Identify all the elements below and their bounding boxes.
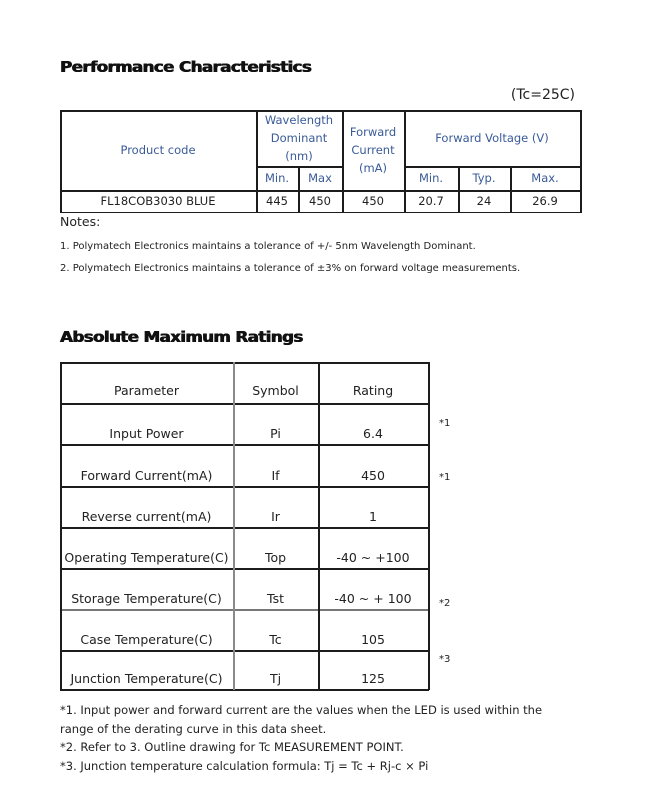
parameter-cell: Storage Temperature(C) — [71, 591, 222, 606]
product-code-cell: FL18COB3030 BLUE — [100, 194, 216, 208]
absolute-ratings-title: Absolute Maximum Ratings — [60, 328, 303, 346]
header-forward-current — [342, 110, 404, 190]
symbol-cell: Top — [264, 550, 287, 565]
footnote-item: *2. Refer to 3. Outline drawing for Tc MEASUREMENT POINT. — [60, 740, 404, 754]
notes-heading: Notes: — [60, 214, 101, 229]
header-voltage-typ: Typ. — [472, 171, 496, 185]
header-wavelength-line: Wavelength — [264, 113, 334, 127]
rating-cell: 6.4 — [363, 426, 383, 441]
header-wavelength-min: Min. — [264, 171, 290, 185]
header-symbol: Symbol — [252, 383, 299, 398]
note-item: 2. Polymatech Electronics maintains a tolerance of ±3% on forward voltage measurements. — [60, 263, 521, 274]
footnote-marker: *2 — [439, 598, 451, 609]
parameter-cell: Case Temperature(C) — [80, 632, 213, 647]
header-voltage-min: Min. — [418, 171, 444, 185]
parameter-cell: Junction Temperature(C) — [70, 671, 223, 686]
parameter-cell: Input Power — [109, 426, 184, 441]
header-forward-voltage: Forward Voltage (V) — [435, 131, 549, 145]
rating-cell: 125 — [361, 671, 385, 686]
parameter-cell: Operating Temperature(C) — [64, 550, 229, 565]
performance-title: Performance Characteristics — [60, 58, 312, 76]
parameter-cell: Reverse current(mA) — [81, 509, 212, 524]
footnote-item: range of the derating curve in this data sheet. — [60, 722, 327, 736]
rating-cell: 1 — [369, 509, 377, 524]
header-product-code: Product code — [120, 143, 196, 157]
header-forward-current-line: Current — [351, 143, 395, 157]
voltage-min-cell: 20.7 — [418, 194, 444, 208]
note-item: 1. Polymatech Electronics maintains a tolerance of +/- 5nm Wavelength Dominant. — [60, 241, 476, 252]
rating-cell: 105 — [361, 632, 385, 647]
header-wavelength-line: (nm) — [285, 149, 313, 163]
voltage-typ-cell: 24 — [476, 194, 492, 208]
symbol-cell: Tc — [269, 632, 282, 647]
footnote-item: *3. Junction temperature calculation formula: Tj = Tc + Rj-c × Pi — [60, 759, 429, 773]
header-voltage-max: Max. — [531, 171, 559, 185]
wavelength-max-cell: 450 — [309, 194, 331, 208]
footnote-marker: *1 — [439, 472, 451, 483]
wavelength-min-cell: 445 — [266, 194, 288, 208]
header-parameter: Parameter — [113, 383, 180, 398]
rating-cell: -40 ~ + 100 — [334, 591, 412, 606]
header-rating: Rating — [352, 383, 394, 398]
table-border — [60, 689, 429, 691]
rating-cell: -40 ~ +100 — [336, 550, 410, 565]
header-wavelength-max: Max — [308, 171, 332, 185]
test-condition: (Tc=25C) — [510, 87, 575, 103]
symbol-cell: Pi — [270, 426, 281, 441]
footnote-marker: *3 — [439, 654, 451, 665]
rating-cell: 450 — [361, 468, 385, 483]
symbol-cell: Tst — [267, 591, 284, 606]
header-forward-current-line: (mA) — [358, 161, 388, 175]
parameter-cell: Forward Current(mA) — [80, 468, 213, 483]
footnote-item: *1. Input power and forward current are the values when the LED is used within the — [60, 703, 543, 717]
voltage-max-cell: 26.9 — [532, 194, 558, 208]
table-border — [428, 362, 430, 690]
table-border — [580, 110, 582, 213]
symbol-cell: Ir — [271, 509, 280, 524]
header-wavelength-line: Dominant — [270, 131, 328, 145]
footnote-marker: *1 — [439, 418, 451, 429]
symbol-cell: If — [271, 468, 280, 483]
header-wavelength — [256, 110, 342, 166]
forward-current-cell: 450 — [362, 194, 384, 208]
header-forward-current-line: Forward — [349, 125, 397, 139]
symbol-cell: Tj — [269, 671, 282, 686]
